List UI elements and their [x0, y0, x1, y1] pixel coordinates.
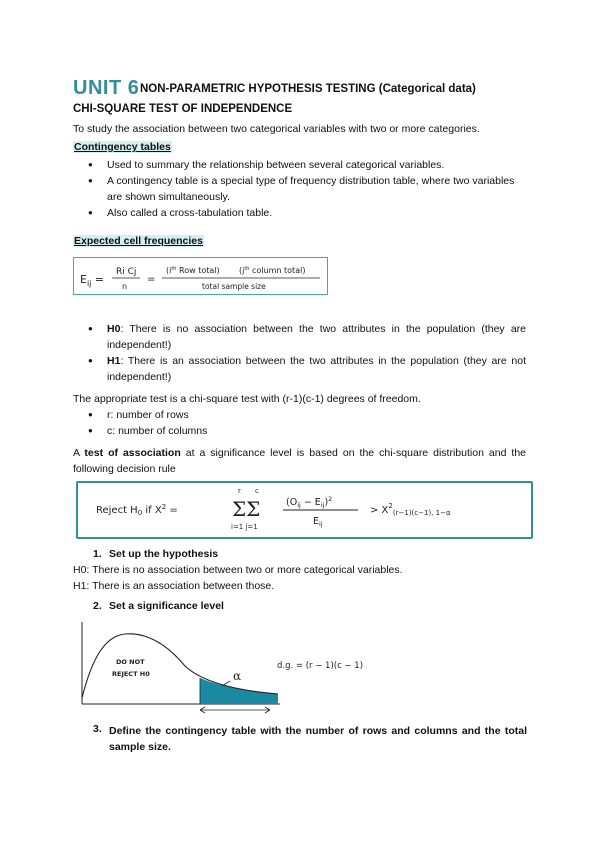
unit-number: UNIT 6	[73, 77, 140, 99]
list-item: ● c: number of columns	[88, 423, 388, 439]
rc-list	[88, 407, 388, 439]
step-1-h0: H0: There is no association between two or more categorical variables.	[73, 564, 403, 576]
decision-rule-box	[76, 481, 533, 539]
intro-text: To study the association between two categorical variables with two or more categories.	[73, 123, 480, 135]
step-1-title: Set up the hypothesis	[109, 548, 219, 560]
rule-sum-bottom: i=1 j=1	[231, 523, 258, 531]
formula-numerator: Ri Cj	[116, 267, 137, 277]
expected-formula-box	[73, 257, 328, 295]
formula-lhs: $E_{ij}$ =	[80, 273, 105, 288]
region-label: DO NOT REJECT H0	[112, 658, 150, 678]
formula-row-total: ($i^{th}$ Row total)	[166, 266, 220, 275]
degrees-of-freedom-label: d.g. = (r − 1)(c − 1)	[277, 661, 364, 671]
rule-sum-top-r: r	[238, 487, 241, 495]
sigma-icon: ΣΣ	[232, 497, 261, 521]
rule-numerator: $(O_{ij} - E_{ij})^2$	[286, 495, 333, 509]
step-3-number: 3.	[93, 723, 102, 735]
association-text: A test of association at a significance level is based on the chi-square distribution and the following decision rule	[73, 447, 526, 475]
formula-sample-size: total sample size	[202, 282, 266, 291]
list-item: ● Also called a cross-tabulation table.	[88, 205, 528, 221]
step-1-number: 1.	[93, 548, 102, 560]
section-title: CHI-SQUARE TEST OF INDEPENDENCE	[73, 103, 293, 115]
alpha-label: α	[233, 669, 242, 683]
svg-text:=: =	[147, 274, 156, 285]
contingency-list	[88, 157, 528, 221]
step-2-title: Set a significance level	[109, 600, 224, 612]
list-item: ● r: number of rows	[88, 407, 388, 423]
rule-denominator: $E_{ij}$	[313, 516, 323, 528]
density-curve	[82, 634, 278, 698]
step-1-h1: H1: There is an association between those.	[73, 580, 275, 592]
appropriate-test-text: The appropriate test is a chi-square test with (r-1)(c-1) degrees of freedom.	[73, 393, 421, 405]
chi-square-distribution-sketch	[70, 618, 490, 720]
formula-denominator: n	[122, 282, 128, 291]
rule-reject: Reject $H_0$ if $X^2$ =	[96, 503, 178, 517]
hypotheses-list	[88, 321, 526, 385]
formula-col-total: ($j^{th}$ column total)	[239, 266, 306, 275]
contingency-heading: Contingency tables	[74, 141, 171, 153]
decision-rule-formula	[78, 483, 531, 537]
list-item: ● H1: There is an association between the two attributes in the population (they are not independent!)	[88, 353, 526, 385]
list-item: ● H0: There is no association between the two attributes in the population (they are independent!)	[88, 321, 526, 353]
step-2-number: 2.	[93, 600, 102, 612]
rule-sum-top-c: c	[255, 487, 259, 495]
expected-heading: Expected cell frequencies	[74, 235, 203, 247]
list-item: ● A contingency table is a special type of frequency distribution table, where two variables are shown simultaneously.	[88, 173, 528, 205]
rule-critical-value: > $X^2_{(r-1)(c-1), 1-\alpha}$	[370, 502, 451, 517]
list-item: ● Used to summary the relationship between several categorical variables.	[88, 157, 528, 173]
expected-formula	[74, 258, 327, 294]
unit-title: NON-PARAMETRIC HYPOTHESIS TESTING (Categorical data)	[140, 83, 476, 95]
step-3-title: Define the contingency table with the number of rows and columns and the total sample size.	[109, 725, 527, 753]
